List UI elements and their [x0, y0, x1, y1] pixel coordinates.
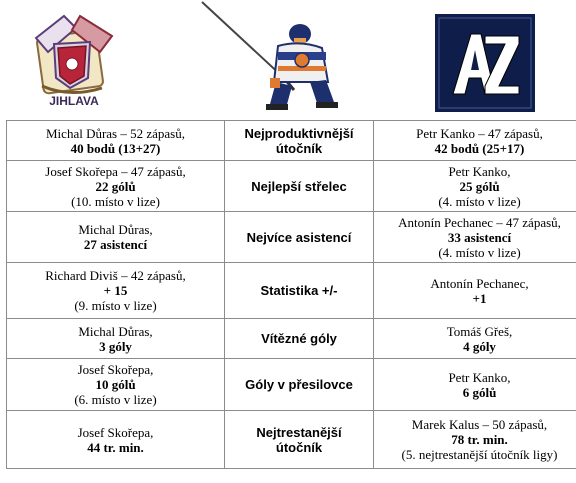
hockey-player-illustration	[192, 0, 392, 118]
category-cell	[225, 359, 374, 411]
opponent-player-cell-line: 33 asistencí	[447, 229, 512, 245]
category-cell	[225, 319, 374, 359]
opponent-player-cell-line: Petr Kanko – 47 zápasů,	[416, 125, 543, 141]
opponent-player-cell	[374, 161, 576, 212]
jihlava-player-cell-line: 40 bodů (13+27)	[70, 140, 161, 156]
opponent-player-cell	[374, 121, 576, 161]
category-cell	[225, 411, 374, 469]
opponent-player-cell-line: Antonín Pechanec – 47 zápasů,	[398, 214, 561, 230]
jihlava-player-cell-line: Josef Skořepa,	[77, 424, 154, 440]
jihlava-player-cell-line: Michal Důras,	[78, 323, 153, 339]
jihlava-crest-logo	[26, 8, 122, 108]
jihlava-player-cell-line: Michal Důras – 52 zápasů,	[46, 125, 185, 141]
jihlava-player-cell-line: 22 gólů	[95, 178, 136, 194]
category-cell	[225, 212, 374, 263]
jihlava-player-cell-line: Michal Důras,	[78, 222, 153, 237]
category-cell-line: útočník	[275, 140, 323, 156]
jihlava-player-cell-line: (10. místo v lize)	[71, 193, 160, 209]
opponent-player-cell-line: (4. místo v lize)	[438, 244, 521, 260]
category-cell-line: Nejproduktivnější	[244, 125, 354, 141]
table-row	[7, 212, 576, 263]
category-cell-line: Statistika +/-	[260, 283, 338, 298]
category-cell-line: Vítězné góly	[261, 331, 337, 346]
opponent-player-cell	[374, 319, 576, 359]
opponent-player-cell-line: Antonín Pechanec,	[430, 275, 529, 291]
jihlava-player-cell-line: + 15	[103, 283, 128, 298]
category-cell-line: Nejtrestanější	[256, 424, 342, 440]
opponent-player-cell-line: +1	[472, 290, 487, 306]
opponent-player-cell-line: 42 bodů (25+17)	[434, 140, 525, 156]
category-cell-line: Nejvíce asistencí	[246, 229, 352, 245]
opponent-player-cell-line: 6 gólů	[462, 384, 497, 400]
opponent-player-cell	[374, 411, 576, 469]
jihlava-player-cell	[7, 121, 225, 161]
az-team-logo	[433, 12, 537, 114]
category-cell	[225, 263, 374, 319]
jihlava-player-cell	[7, 411, 225, 469]
opponent-player-cell-line: 25 gólů	[459, 178, 500, 194]
category-cell	[225, 121, 374, 161]
jihlava-player-cell	[7, 212, 225, 263]
jihlava-player-cell	[7, 161, 225, 212]
opponent-player-cell-line: Petr Kanko,	[448, 163, 511, 179]
opponent-player-cell	[374, 263, 576, 319]
table-row	[7, 359, 576, 411]
jihlava-player-cell	[7, 319, 225, 359]
opponent-player-cell-line: (5. nejtrestanější útočník ligy)	[401, 447, 558, 462]
jihlava-logo-text: JIHLAVA	[49, 94, 99, 108]
table-row	[7, 121, 576, 161]
stats-comparison-table	[6, 120, 576, 469]
jihlava-player-cell-line: 44 tr. min.	[87, 439, 144, 455]
category-cell-line: Nejlepší střelec	[251, 178, 347, 194]
opponent-player-cell-line: Petr Kanko,	[448, 369, 511, 385]
opponent-player-cell	[374, 359, 576, 411]
opponent-player-cell	[374, 212, 576, 263]
table-row	[7, 263, 576, 319]
jihlava-player-cell-line: Richard Diviš – 42 zápasů,	[45, 268, 186, 283]
jihlava-player-cell	[7, 263, 225, 319]
opponent-player-cell-line: Tomáš Gřeš,	[446, 323, 513, 339]
opponent-player-cell-line: 78 tr. min.	[451, 432, 508, 447]
jihlava-player-cell-line: (9. místo v lize)	[74, 298, 157, 313]
jihlava-player-cell-line: Josef Skořepa – 47 zápasů,	[45, 163, 186, 179]
table-row	[7, 411, 576, 469]
opponent-player-cell-line: 4 góly	[463, 338, 496, 354]
jihlava-player-cell-line: 27 asistencí	[83, 237, 148, 252]
opponent-player-cell-line: Marek Kalus – 50 zápasů,	[411, 417, 548, 432]
jihlava-player-cell	[7, 359, 225, 411]
logo-strip	[0, 0, 576, 120]
table-row	[7, 319, 576, 359]
jihlava-player-cell-line: 10 gólů	[95, 377, 136, 392]
category-cell-line: Góly v přesilovce	[245, 377, 353, 392]
opponent-player-cell-line: (4. místo v lize)	[438, 193, 521, 209]
jihlava-player-cell-line: Josef Skořepa,	[77, 362, 154, 377]
table-row	[7, 161, 576, 212]
jihlava-player-cell-line: 3 góly	[99, 338, 132, 354]
category-cell	[225, 161, 374, 212]
category-cell-line: útočník	[275, 439, 323, 455]
jihlava-player-cell-line: (6. místo v lize)	[74, 392, 157, 407]
